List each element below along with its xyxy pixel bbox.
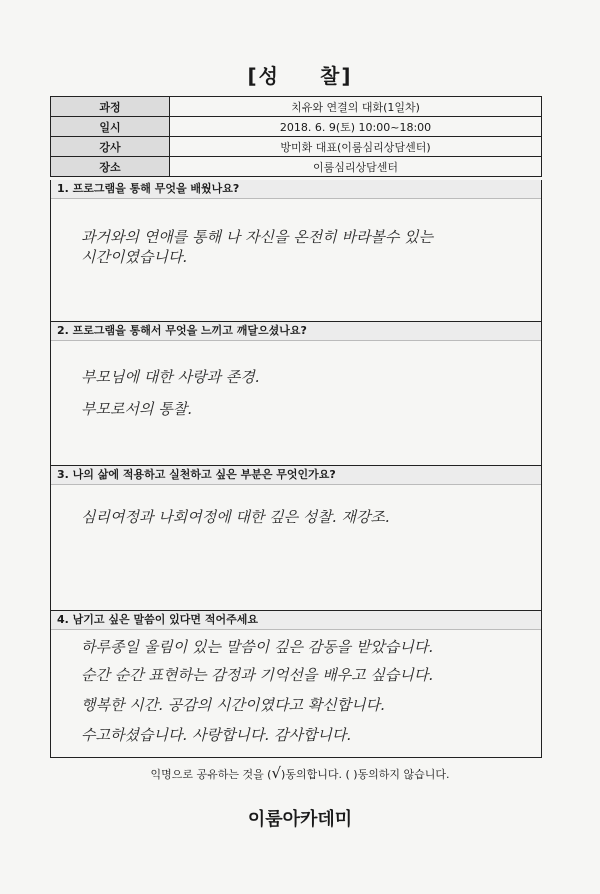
question-4-section [50,611,542,758]
question-3-label: 3. 나의 삶에 적용하고 실천하고 싶은 부분은 무엇인가요? [51,466,541,485]
question-1-section [50,180,542,322]
info-value: 방미화 대표(이룸심리상담센터) [170,137,542,157]
answer-1-line-1: 과거와의 연애를 통해 나 자신을 온전히 바라볼수 있는 [81,228,434,246]
question-2-label: 2. 프로그램을 통해서 무엇을 느끼고 깨달으셨나요? [51,322,541,341]
page-title: [성 찰] [247,64,353,88]
answer-1-line-2: 시간이였습니다. [81,248,188,266]
question-1-label: 1. 프로그램을 통해 무엇을 배웠나요? [51,180,541,199]
answer-4-line-3: 행복한 시간. 공감의 시간이였다고 확신합니다. [81,696,385,714]
check-mark-icon: √ [271,764,282,782]
info-row-instructor [51,137,542,157]
info-table [50,96,542,177]
info-key: 장소 [51,157,170,177]
info-row-date [51,117,542,137]
question-4-label: 4. 남기고 싶은 말씀이 있다면 적어주세요 [51,611,541,630]
info-key: 강사 [51,137,170,157]
info-value: 치유와 연결의 대화(1일차) [170,97,542,117]
info-row-course [51,97,542,117]
answer-4-line-1: 하루종일 울림이 있는 말씀이 깊은 감동을 받았습니다. [81,638,434,656]
consent-line: 익명으로 공유하는 것을 (√)동의합니다. ( )동의하지 않습니다. [150,764,450,782]
answer-2-line-1: 부모님에 대한 사랑과 존경. [81,368,260,386]
info-key: 일시 [51,117,170,137]
info-key: 과정 [51,97,170,117]
answer-3-line-1: 심리여정과 나회여정에 대한 깊은 성찰. 재강조. [81,508,390,526]
footer-brand: 이룸아카데미 [247,809,353,830]
info-value: 2018. 6. 9(토) 10:00~18:00 [170,117,542,137]
question-2-section [50,322,542,466]
question-3-section [50,466,542,611]
answer-4-line-2: 순간 순간 표현하는 감정과 기억선을 배우고 싶습니다. [81,666,434,684]
answer-4-line-4: 수고하셨습니다. 사랑합니다. 감사합니다. [81,726,352,744]
answer-2-line-2: 부모로서의 통찰. [81,400,192,418]
info-row-place [51,157,542,177]
info-value: 이룸심리상담센터 [170,157,542,177]
